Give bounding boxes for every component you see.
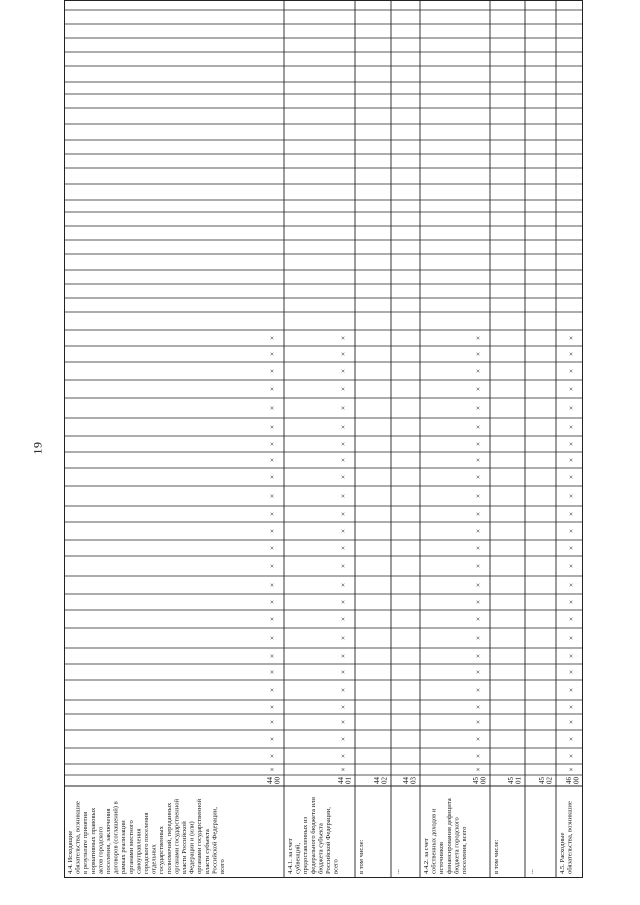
row-code: 4501 bbox=[507, 777, 523, 784]
cross-mark: × bbox=[475, 702, 481, 712]
cross-mark: × bbox=[568, 717, 574, 727]
cross-mark: × bbox=[269, 384, 275, 394]
cross-mark: × bbox=[269, 439, 275, 449]
row-code: 4400 bbox=[266, 777, 282, 784]
cross-mark: × bbox=[475, 422, 481, 432]
row-label bbox=[528, 869, 535, 874]
cross-mark: × bbox=[475, 333, 481, 343]
cross-mark: × bbox=[269, 614, 275, 624]
cross-mark: × bbox=[269, 702, 275, 712]
row-code: 4402 bbox=[373, 777, 389, 784]
cross-mark: × bbox=[340, 614, 346, 624]
row-label bbox=[394, 869, 401, 874]
row-label bbox=[423, 798, 468, 874]
cross-mark: × bbox=[475, 614, 481, 624]
cross-mark: × bbox=[340, 509, 346, 519]
cross-mark: × bbox=[340, 543, 346, 553]
cross-mark: × bbox=[340, 580, 346, 590]
row-code: 4500 bbox=[472, 777, 488, 784]
cross-mark: × bbox=[475, 561, 481, 571]
cross-mark: × bbox=[269, 333, 275, 343]
cross-mark: × bbox=[269, 633, 275, 643]
row-label-text: ... bbox=[394, 869, 401, 874]
cross-mark: × bbox=[475, 366, 481, 376]
cross-mark: × bbox=[340, 455, 346, 465]
row-label-text: 4.5. Расходныеобязательства, возникшие bbox=[559, 801, 574, 874]
cross-mark: × bbox=[340, 702, 346, 712]
cross-mark: × bbox=[568, 333, 574, 343]
cross-mark: × bbox=[340, 765, 346, 774]
cross-mark: × bbox=[340, 422, 346, 432]
cross-mark: × bbox=[568, 439, 574, 449]
cross-mark: × bbox=[568, 366, 574, 376]
cross-mark: × bbox=[340, 597, 346, 607]
row-label bbox=[358, 839, 365, 874]
cross-mark: × bbox=[568, 384, 574, 394]
cross-mark: × bbox=[340, 751, 346, 761]
cross-mark: × bbox=[340, 633, 346, 643]
cross-mark: × bbox=[568, 543, 574, 553]
cross-mark: × bbox=[568, 561, 574, 571]
cross-mark: × bbox=[475, 734, 481, 744]
cross-mark: × bbox=[340, 667, 346, 677]
row-code: 4401 bbox=[337, 777, 353, 784]
cross-mark: × bbox=[269, 422, 275, 432]
cross-mark: × bbox=[568, 685, 574, 695]
cross-mark: × bbox=[568, 526, 574, 536]
cross-mark: × bbox=[269, 765, 275, 774]
row-label-text: 4.4. Исходящиеобязательства, возникшиев результате принятиянормативных правовыхактов городскогопоселения, заключениядоговоров (соглашений) врамках реализацииорганами местногосамоуправлениягородского поселенияотдельныхгосударственныхполномочий, переданныхорганами государственнойвласти РоссийскойФедерации и (или)органами государственнойвласти субъектаРоссийской Федерации,всего bbox=[67, 798, 226, 874]
cross-mark: × bbox=[568, 472, 574, 482]
cross-mark: × bbox=[269, 734, 275, 744]
row-code: 4600 bbox=[565, 777, 581, 784]
cross-mark: × bbox=[568, 580, 574, 590]
cross-mark: × bbox=[269, 543, 275, 553]
row-label bbox=[287, 797, 340, 874]
cross-mark: × bbox=[475, 751, 481, 761]
cross-mark: × bbox=[475, 349, 481, 359]
cross-mark: × bbox=[269, 597, 275, 607]
row-code: 4502 bbox=[538, 777, 554, 784]
cross-mark: × bbox=[475, 491, 481, 501]
cross-mark: × bbox=[475, 384, 481, 394]
cross-mark: × bbox=[269, 717, 275, 727]
cross-mark: × bbox=[475, 455, 481, 465]
obligations-table bbox=[64, 0, 583, 878]
cross-mark: × bbox=[475, 685, 481, 695]
cross-mark: × bbox=[568, 651, 574, 661]
cross-mark: × bbox=[340, 734, 346, 744]
cross-mark: × bbox=[568, 597, 574, 607]
cross-mark: × bbox=[568, 403, 574, 413]
row-label-text: 4.4.2. за счетсобственных доходов иисточниковфинансирования дефицитабюджета городскогопоселения, всего bbox=[423, 798, 468, 874]
cross-mark: × bbox=[475, 667, 481, 677]
cross-mark: × bbox=[269, 491, 275, 501]
row-code: 4403 bbox=[402, 777, 418, 784]
cross-mark: × bbox=[269, 751, 275, 761]
cross-mark: × bbox=[269, 651, 275, 661]
cross-mark: × bbox=[340, 349, 346, 359]
cross-mark: × bbox=[475, 543, 481, 553]
cross-mark: × bbox=[340, 526, 346, 536]
cross-mark: × bbox=[475, 509, 481, 519]
cross-mark: × bbox=[475, 765, 481, 774]
cross-mark: × bbox=[340, 403, 346, 413]
cross-mark: × bbox=[340, 491, 346, 501]
cross-mark: × bbox=[568, 614, 574, 624]
cross-mark: × bbox=[475, 580, 481, 590]
cross-mark: × bbox=[269, 455, 275, 465]
row-label-text: в том числе: bbox=[358, 839, 365, 874]
page-number: 19 bbox=[30, 441, 45, 455]
cross-mark: × bbox=[269, 526, 275, 536]
table-grid bbox=[64, 0, 583, 878]
cross-mark: × bbox=[269, 366, 275, 376]
cross-mark: × bbox=[269, 667, 275, 677]
row-label bbox=[559, 801, 574, 874]
cross-mark: × bbox=[475, 472, 481, 482]
cross-mark: × bbox=[475, 633, 481, 643]
cross-mark: × bbox=[340, 333, 346, 343]
cross-mark: × bbox=[340, 384, 346, 394]
cross-mark: × bbox=[568, 509, 574, 519]
cross-mark: × bbox=[568, 765, 574, 774]
cross-mark: × bbox=[568, 734, 574, 744]
row-label-text: 4.4.1. за счетсубвенций,предоставленных изфедерального бюджета илибюджета субъектаРоссийской Федерации,всего bbox=[287, 797, 340, 874]
cross-mark: × bbox=[340, 439, 346, 449]
cross-mark: × bbox=[475, 717, 481, 727]
cross-mark: × bbox=[475, 439, 481, 449]
cross-mark: × bbox=[269, 403, 275, 413]
cross-mark: × bbox=[568, 491, 574, 501]
row-label-text: ... bbox=[528, 869, 535, 874]
cross-mark: × bbox=[269, 509, 275, 519]
cross-mark: × bbox=[568, 702, 574, 712]
cross-mark: × bbox=[475, 526, 481, 536]
cross-mark: × bbox=[475, 597, 481, 607]
cross-mark: × bbox=[475, 403, 481, 413]
cross-mark: × bbox=[340, 561, 346, 571]
cross-mark: × bbox=[340, 472, 346, 482]
cross-mark: × bbox=[269, 472, 275, 482]
cross-mark: × bbox=[269, 349, 275, 359]
cross-mark: × bbox=[568, 667, 574, 677]
cross-mark: × bbox=[340, 717, 346, 727]
table-border bbox=[65, 1, 583, 878]
row-label-text: в том числе: bbox=[493, 839, 500, 874]
cross-mark: × bbox=[475, 651, 481, 661]
cross-mark: × bbox=[340, 685, 346, 695]
cross-mark: × bbox=[269, 561, 275, 571]
cross-mark: × bbox=[568, 455, 574, 465]
cross-mark: × bbox=[568, 349, 574, 359]
cross-mark: × bbox=[568, 422, 574, 432]
cross-mark: × bbox=[340, 366, 346, 376]
cross-mark: × bbox=[568, 633, 574, 643]
cross-mark: × bbox=[269, 580, 275, 590]
row-label bbox=[493, 839, 500, 874]
row-label bbox=[67, 799, 226, 874]
cross-mark: × bbox=[269, 685, 275, 695]
cross-mark: × bbox=[568, 751, 574, 761]
cross-mark: × bbox=[340, 651, 346, 661]
